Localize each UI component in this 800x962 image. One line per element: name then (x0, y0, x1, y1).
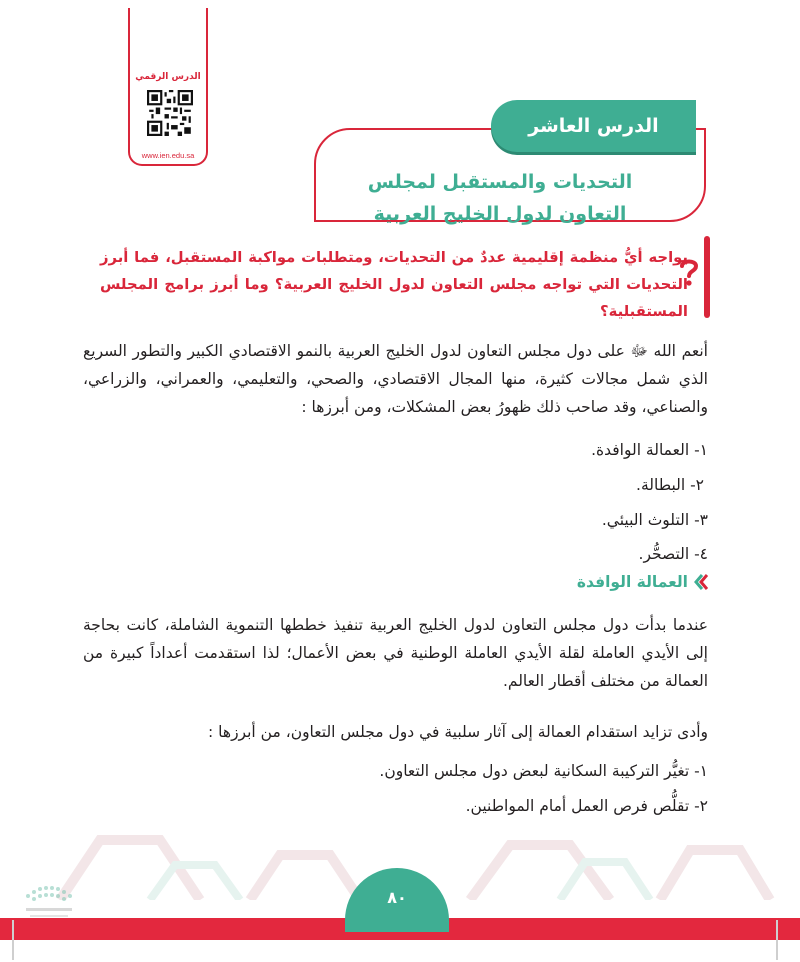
challenge-item-1: ١- العمالة الوافدة. (591, 441, 708, 459)
lesson-title (320, 166, 680, 230)
lesson-number-label: الدرس العاشر (528, 115, 659, 137)
ministry-logo-icon (16, 878, 80, 934)
intro-paragraph: أنعم الله ﷻ على دول مجلس التعاون لدول الخليج العربية بالنمو الاقتصادي الكبير والتطور السريع الذي شمل مجالات كثيرة، منها المجال الاقتصادي، والصحي، والتعليمي، والعمراني، والزراعي، والصناعي، وقد صاحب ذلك ظهورُ بعض المشكلات، ومن أبرزها : (83, 342, 708, 416)
digital-lesson-url[interactable]: www.ien.edu.sa (141, 151, 195, 160)
crop-mark-right (776, 920, 778, 960)
lesson-title-line-2: التعاون لدول الخليج العربية (373, 203, 627, 225)
challenge-item-2: ٢- البطالة. (636, 476, 704, 494)
challenge-item-3: ٣- التلوث البيئي. (601, 511, 708, 529)
effect-item-1: ١- تغيُّر التركيبة السكانية لبعض دول مجلس التعاون. (379, 762, 708, 780)
lesson-number-banner (491, 100, 696, 152)
page-number: ٨٠ (387, 888, 407, 907)
digital-lesson-card[interactable] (128, 8, 208, 166)
qr-code-icon[interactable] (147, 90, 193, 136)
effect-item-2: ٢- تقلُّص فرص العمل أمام المواطنين. (465, 797, 708, 815)
double-chevron-icon (694, 574, 708, 590)
section-heading-text: العمالة الوافدة (576, 573, 688, 591)
lesson-question: يواجه أيُّ منظمة إقليمية عددٌ من التحديات، ومتطلبات مواكبة المستقبل، فما أبرز التحديات التي تواجه مجلس التعاون لدول الخليج العربية؟ وما أبرز برامج المجلس المستقبلية؟ (100, 249, 688, 320)
crop-mark-left (12, 920, 14, 960)
challenge-item-4: ٤- التصحُّر. (638, 545, 708, 563)
section-paragraph: عندما بدأت دول مجلس التعاون لدول الخليج العربية تنفيذ خططها التنموية الشاملة، كانت بحاجة إلى الأيدي العاملة لقلة الأيدي العاملة الوطنية في بعض الأعمال؛ لذا استقدمت أعداداً كبيرة من العمالة من مختلف أقطار العالم. (83, 616, 708, 690)
lesson-title-line-1: التحديات والمستقبل لمجلس (367, 171, 633, 193)
section-heading (577, 573, 708, 591)
effects-intro: وأدى تزايد استقدام العمالة إلى آثار سلبية في دول مجلس التعاون، من أبرزها : (208, 723, 708, 741)
question-accent-bar (704, 236, 710, 318)
digital-lesson-label: الدرس الرقمي (135, 72, 201, 82)
